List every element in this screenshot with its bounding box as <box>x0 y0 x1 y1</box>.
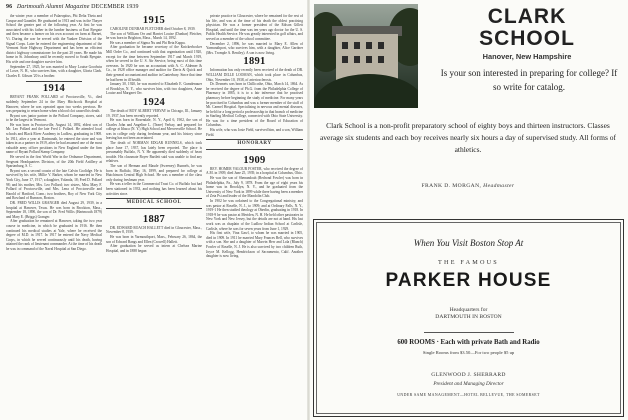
obit-paragraph: He was the son of Shenandoah (Bedrond Fowler) was born in Philadelphia, Pa., July 9, 1878. From the age of eight years his home was in Brooklyn, N. Y., and he graduated from the University of New York in 1899 while there having been a member of Zeta Psi and leader of the Mandolin Club. <box>206 176 303 199</box>
clark-name-line1: CLARK <box>487 5 567 28</box>
clark-description: Clark School is a non-profit preparatory school of eighty boys and thirteen instructors. Classes average six students and each boy receives nearly six hours a day of supervised study. All forms of athletics. <box>319 121 617 154</box>
obit-paragraph: Dr. Desmets was born in Chillicothe, Ohio, March 14, 1864. As he received the degree of Ph.G. from the Philadelphia College of Pharmacy in 1885, it is to a fair inference that he practised pharmacy before beginning the study of medicine. For many years he practised in Columbus and was a former member of the staff of Mt. Carmel Hospital. Specializing in nervous and mental diseases, he held for a long period a professorship in that branch of medicine in Starling Medical College, connected with Ohio State University. He was for a time president of the Board of Education of Columbus. <box>206 82 303 128</box>
obit-paragraph: He served in the first World War in the Ordnance Department, Sergeant Headquarters Division, of the 20th Field Artillery at Spartanburg, S. C. <box>6 155 102 169</box>
magazine-title: Dartmouth Alumni Magazine <box>16 4 90 10</box>
clark-name-line2: SCHOOL <box>479 27 575 50</box>
obit-paragraph: September 27, 1925, he was married to Mary Louise Goodwin of Lowe, N. H., who survives him, with a daughter, Gloria Clark. Charles E. Gibson '20 is a brother. <box>6 64 102 78</box>
obit-paragraph: He was born in Yarmouthport, Mass., February 26, 1864, the son of Edward Bangs and Ellen (Crowell) Hallett. <box>106 234 202 244</box>
headmaster-name: FRANK D. MORGAN, <box>421 183 482 189</box>
obit-paragraph: the winter year: a member of Palaeopitus, Phi Delta Theta and Casque and Gauntlet. He graduated in 1913 and was in the Thayer School the greater part of the following year. At first he was associated with his father in the lumber business at East Ryegate and then became a farmer on his own account on farm at Barnet, Vt. During the war he served with the Yankee Division of the Signal Corps. Later he entered the engineering department of the Vermont State Highway Department and has been an efficient district highway commissioner for the past 20 years. He made his home in St. Johnsbury until he recently moved to South Ryegate. His wife and one daughter survive him. <box>6 14 102 64</box>
clark-school-ad <box>312 2 625 203</box>
issue-date: DECEMBER 1939 <box>91 4 139 10</box>
clark-question: Is your son interested in preparing for college? If so write for catalog. <box>440 68 618 92</box>
class-year-heading: 1915 <box>142 15 166 26</box>
class-year-heading: 1909 <box>243 154 266 166</box>
parker-footer: UNDER SAME MANAGEMENT—HOTEL BELLEVUE, THE SOMERSET <box>397 393 540 397</box>
obit-paragraph: The son of William Orr and Harriet Louise (Dunbar) Fletcher, he was born in Brighton, Mass., March 14, 1892. <box>106 31 202 41</box>
parker-headquarters <box>314 307 623 321</box>
clark-location: Hanover, New Hampshire <box>482 52 572 61</box>
obit-paragraph: He was a teller in the Commercial Trust Co. of Buffalo but had been stationed in 1933, and nothing has been learned about his activities since. <box>106 182 202 196</box>
class-year-heading: 1924 <box>142 96 166 108</box>
obit-paragraph: December 2, 1896, he was married to Mary E. Allen of Yarmouthport, who survives him, with a daughter, Alice Gardner (Mrs. Tromple A. Bentley). A son is now living. <box>206 41 303 55</box>
parker-the-famous: THE FAMOUS <box>438 259 499 266</box>
obit-paragraph: The son of Herman and Maude (Sweeney) Runnels, he was born in Buffalo, May 16, 1899, and prepared for college at Hutchinson Central High School. He was a member of the class only during freshman year. <box>106 164 202 182</box>
class-year-heading: 1891 <box>243 56 266 68</box>
obit-paragraph: DR. FRED WILLIS GRANGER died August 29, 1939, in a hospital at Hanover, Texas. He was born in Brockton, Mass., September 18, 1890, the son of Dr. Fred Willis (Hartmouth 1879) and Mary E. (Briggs) Granger. <box>6 200 102 219</box>
class-year-heading: 1887 <box>142 213 166 225</box>
obit-paragraph: DR. EDWARD ROACH HALLETT died in Gloucester, Mass., November 8, 1939. <box>106 225 202 235</box>
obit-paragraph: His wife, who was Josie Field, survived him, and a son, William Field. <box>206 128 303 137</box>
obit-paragraph: The death of ROY ALBERT VERVAY in Chicago, Ill., January 19, 1937, has been recently reported. <box>106 108 202 118</box>
text-column-3 <box>206 14 303 418</box>
text-column-2 <box>106 14 202 418</box>
obit-paragraph: The death of NORMAN EDGAR RUNNELS, which took place June 17, 1937, has lately been reported. The place is presumably Buffalo, N. Y. He apparently died suddenly of heart trouble. His classmate Boyer Bartlett said was unable to find any relatives. <box>106 141 202 164</box>
obit-paragraph: After graduation he became secretary of the Knickerbocker Mill Order Co., and continued with that organization until 1920, except for the time between September 1917 and March 1919, when he served in the U. S. Air Service, being most of this time overseas. In 1920 he was an accountant with A. C. Aldemer & Co., in 1928 office manager and auditor for Davis & Quick and their general accountant and auditor in Canterbury. Since that time he had been in ill health. <box>106 45 202 82</box>
obit-paragraph: His first wife, Vina Gawl, to whom he was married in 1905, died in 1909. In 1911 he married Mary Frances Bell, who survives with a son. She and a daughter of Marvin Herr and Lola (Blanch) Fowler of Roselle, N. J. He is also survived by two children Ruth, Joyce M. Kellogg, Hendrickson of Sacramento, Calif. Another daughter is now living. <box>206 231 303 259</box>
parker-house-ad <box>313 219 624 417</box>
obit-paragraph: In 1902 he was ordained to the Congregational ministry, and was pastor at Roselle, N. J., to 1909; and at Ordinary Falls, N. Y., 1919-1 He then studied theology at Oberlin, graduating in 1918. In 1918-9 he was pastor at Meriden, N. H. He held other pastorates in New York and New Jersey, but the details are not at hand. His last work was as chaplain of the Ludlow Indian School at Carlisle, Carlisle, where he was for seven years from June 1, 1929. <box>206 199 303 231</box>
clark-headmaster <box>316 183 620 189</box>
headmaster-title: Headmaster <box>483 183 515 189</box>
obit-paragraph: CAROLINE DUNBAR FLETCHER died October 8, 1939. <box>110 27 196 31</box>
parker-manager-title: President and Managing Director <box>433 381 504 387</box>
obit-paragraph: He was born in Proctorsville, August 14, 1892, eldest son of Mr. Leo Pollard and the late Fred J. Pollard. He attended local schools and Black River Academy in Ludlow, graduating in 1908. In 1911, after a year at Dartmouth, he entered the store and was taken in as a partner in 1919, after he had assumed one of the most valuable army officer positions in New England under the firm name of Bryant Pollard Stamp Company. <box>6 122 102 155</box>
obit-paragraph: Bryant was a second cousin of the late Calvin Coolidge. He is survived by his wife, Millie V. Barker, whom he married in New York City, June 17, 1917; a daughter, Yolanda, 18; Fred D. Pollard 98; and his mother, Mrs. Leo Pollard; two sisters, Miss Mary F. Pollard of Proctorsville, and Mrs. Lena of Proctorsville and Harold of Hartford, Conn.; two brothers, Roy of New York City and Rowland of Rumson, Boston. <box>6 168 102 201</box>
parker-rooms: 600 ROOMS · Each with private Bath and Radio <box>397 339 540 346</box>
clark-school-name <box>432 6 622 50</box>
obit-paragraph: BRYANT FRANK POLLARD of Proctorsville, Vt., died suddenly September 24 in the Mary Hitchcock Hospital at Hanover, where he was operated upon two weeks previous. He was preparing to return home when a blood clot caused his death. <box>6 95 102 114</box>
divider <box>424 332 514 333</box>
obit-paragraph: January 30, 1920, he was married to Elizabeth E. Gumdenauer of Brooklyn, N. Y., who survives him, with two daughters, Anne Louise and Margaret Orr. <box>106 82 202 96</box>
parker-manager: GLENWOOD J. SHERRARD <box>431 372 506 378</box>
page-gutter <box>307 0 310 420</box>
obit-paragraph: Bryant was junior partner in the Pollard Company, stores, said to be the largest in Vermont. <box>6 113 102 123</box>
headquarters-org: DARTMOUTH IN BOSTON <box>435 314 502 320</box>
parker-rates: Single Rooms from $3.50—For two people $5 up <box>422 350 515 355</box>
parker-house-name: PARKER HOUSE <box>385 270 552 291</box>
school-building-photo <box>314 4 418 108</box>
class-year-heading: 1914 <box>42 83 66 95</box>
obit-paragraph: REV. HOMER VALOUR FOSTER, who received the degree of A.M. in 1909, died June 25, 1939, in a hospital at Columbus, Ohio. <box>206 166 303 176</box>
page-number: 96 <box>6 4 13 10</box>
obit-paragraph: He was a member of Sigma Nu and Phi Beta Kappa. <box>110 40 186 45</box>
text-column-1 <box>6 14 102 418</box>
obit-paragraph: After graduation he remained at Hanover, taking the two year course in medicine, in which he graduated in 1916. He then continued his medical studies at Yale, where he received the degree of M.D. in 1917. In 1917 he entered the Navy Medical Corps, in which he served continuously until his death, having attained the rank of lieutenant commander. At the time of his death he was in command of the Naval Hospital at San Diego. <box>6 219 102 251</box>
section-heading-honorary: HONORARY <box>206 139 303 150</box>
obit-paragraph: Information has only recently been received of the death of DR. WILLIAM DILLE LOOMAN, which took place in Columbus, Ohio, November 10, 1938, of arteriosclerosis. <box>206 68 303 82</box>
running-head <box>6 4 306 10</box>
headquarters-label: Headquarters for <box>449 307 488 313</box>
parker-tagline: When You Visit Boston Stop At <box>413 238 524 248</box>
obit-paragraph: After graduation he served as intern at Chelsea Marine Hospital, and in 1888 began <box>106 244 202 253</box>
obit-paragraph: He was born in Rosendale, N. Y., April 6, 1902, the son of Charles John and Angeline L. (Teare) Verbay, and prepared for college at Ithaca (N. Y.) High School and Mercersville School. He was in college only during freshman year, and his history since leaving has not been ascertained. <box>106 118 202 141</box>
obit-paragraph: private practice in Gloucester, where he remained for the rest of his life, and was at the time of his death the oldest practising physician. He was a former president of the Edison Gillett Hospital, and until the time was ten years ago doctor for the U. S. Public Health Service. He was greatly interested in golf affairs, and served as a member of the school committee. <box>206 14 303 41</box>
section-heading-medical-school: MEDICAL SCHOOL <box>106 198 202 209</box>
